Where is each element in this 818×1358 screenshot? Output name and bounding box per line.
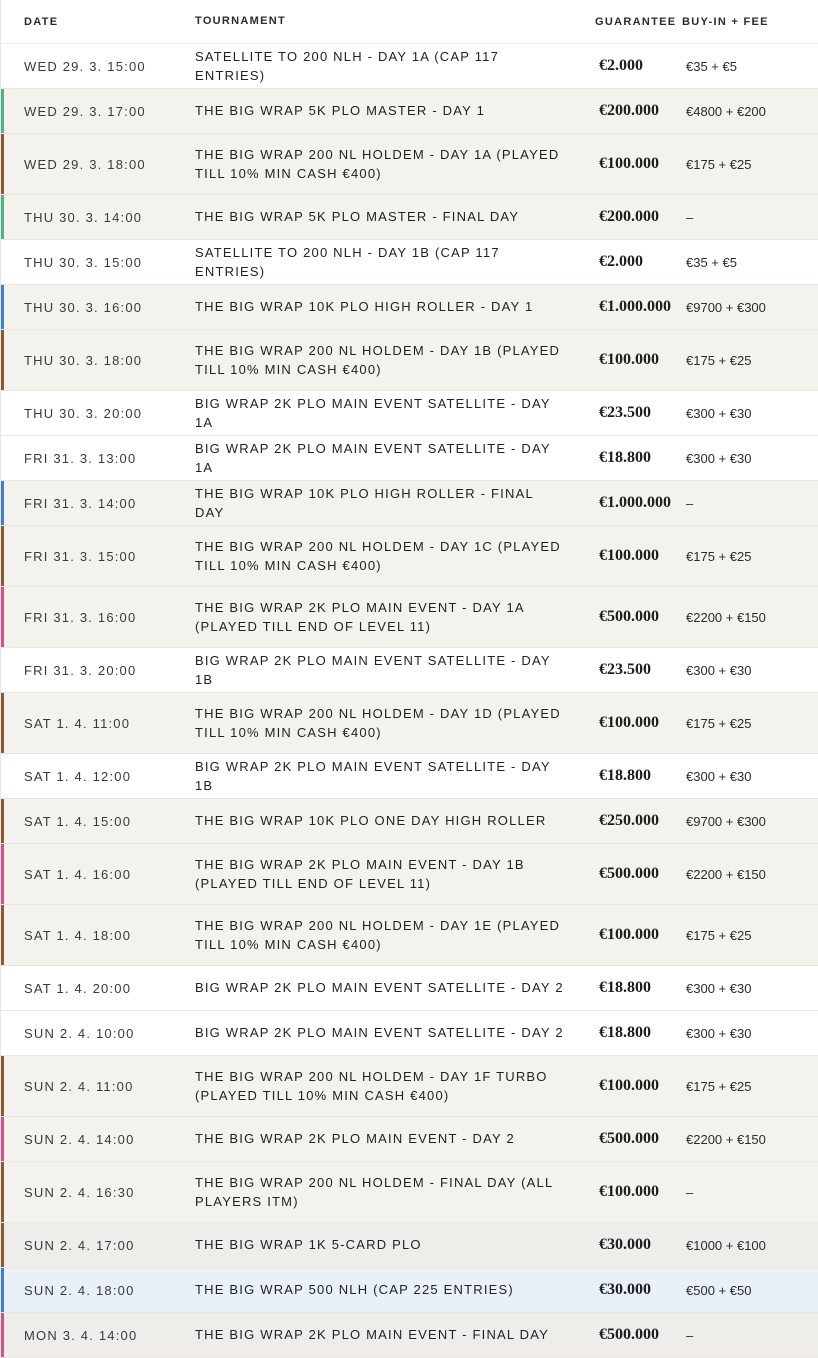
- table-row[interactable]: [1, 526, 818, 587]
- cell-guarantee: €18.800: [599, 449, 651, 466]
- column-header-date: DATE: [24, 15, 59, 28]
- event-series-stripe: [1, 134, 4, 194]
- table-row[interactable]: [1, 905, 818, 966]
- cell-buyin: €9700 + €300: [686, 299, 766, 315]
- cell-guarantee: €1.000.000: [599, 494, 671, 511]
- cell-date: THU 30. 3. 15:00: [24, 254, 143, 270]
- cell-date: SUN 2. 4. 18:00: [24, 1282, 135, 1298]
- cell-guarantee: €500.000: [599, 608, 659, 625]
- cell-guarantee: €2.000: [599, 57, 643, 74]
- event-series-stripe: [1, 1313, 4, 1357]
- cell-tournament: THE BIG WRAP 200 NL HOLDEM - FINAL DAY (ALL PLAYERS ITM): [195, 1174, 553, 1209]
- cell-buyin: –: [686, 1327, 694, 1343]
- cell-tournament: THE BIG WRAP 2K PLO MAIN EVENT - FINAL DAY: [195, 1327, 550, 1343]
- cell-guarantee: €18.800: [599, 767, 651, 784]
- event-series-stripe: [1, 89, 4, 133]
- cell-guarantee: €30.000: [599, 1236, 651, 1253]
- cell-tournament: THE BIG WRAP 2K PLO MAIN EVENT - DAY 2: [195, 1131, 515, 1147]
- table-row[interactable]: [1, 330, 818, 391]
- cell-date: THU 30. 3. 14:00: [24, 209, 143, 225]
- cell-date: SAT 1. 4. 18:00: [24, 927, 132, 943]
- cell-guarantee: €100.000: [599, 547, 659, 564]
- cell-guarantee: €500.000: [599, 1130, 659, 1147]
- cell-tournament: THE BIG WRAP 5K PLO MASTER - DAY 1: [195, 103, 486, 119]
- cell-buyin: €300 + €30: [686, 768, 752, 784]
- cell-date: SUN 2. 4. 14:00: [24, 1131, 135, 1147]
- cell-buyin: –: [686, 209, 694, 225]
- cell-guarantee: €100.000: [599, 155, 659, 172]
- cell-buyin: €35 + €5: [686, 58, 737, 74]
- event-series-stripe: [1, 330, 4, 390]
- cell-guarantee: €250.000: [599, 812, 659, 829]
- cell-guarantee: €100.000: [599, 714, 659, 731]
- table-row[interactable]: [1, 1313, 818, 1358]
- cell-guarantee: €100.000: [599, 1077, 659, 1094]
- cell-date: THU 30. 3. 20:00: [24, 405, 143, 421]
- event-series-stripe: [1, 799, 4, 843]
- table-header-row: [1, 0, 818, 44]
- cell-date: SAT 1. 4. 20:00: [24, 980, 132, 996]
- cell-date: SAT 1. 4. 11:00: [24, 715, 131, 731]
- table-row[interactable]: [1, 966, 818, 1011]
- cell-tournament: THE BIG WRAP 200 NL HOLDEM - DAY 1E (PLAYED TILL 10% MIN CASH €400): [195, 917, 561, 952]
- cell-buyin: –: [686, 495, 694, 511]
- cell-guarantee: €100.000: [599, 1183, 659, 1200]
- cell-buyin: €9700 + €300: [686, 813, 766, 829]
- event-series-stripe: [1, 526, 4, 586]
- table-row[interactable]: [1, 693, 818, 754]
- cell-tournament: THE BIG WRAP 200 NL HOLDEM - DAY 1C (PLAYED TILL 10% MIN CASH €400): [195, 538, 561, 573]
- cell-buyin: €175 + €25: [686, 156, 752, 172]
- cell-date: SAT 1. 4. 16:00: [24, 866, 132, 882]
- cell-tournament: BIG WRAP 2K PLO MAIN EVENT SATELLITE - DAY 2: [195, 1025, 564, 1041]
- cell-tournament: THE BIG WRAP 500 NLH (CAP 225 ENTRIES): [195, 1282, 514, 1298]
- cell-guarantee: €2.000: [599, 253, 643, 270]
- cell-buyin: €2200 + €150: [686, 1131, 766, 1147]
- cell-buyin: €175 + €25: [686, 352, 752, 368]
- cell-date: WED 29. 3. 18:00: [24, 156, 146, 172]
- cell-tournament: BIG WRAP 2K PLO MAIN EVENT SATELLITE - DAY 1B: [195, 758, 551, 793]
- table-row[interactable]: [1, 391, 818, 436]
- table-row[interactable]: [1, 481, 818, 526]
- event-series-stripe: [1, 481, 4, 525]
- cell-tournament: THE BIG WRAP 200 NL HOLDEM - DAY 1F TURBO (PLAYED TILL 10% MIN CASH €400): [195, 1068, 548, 1103]
- column-header-buyin: BUY-IN + FEE: [682, 15, 769, 28]
- cell-date: FRI 31. 3. 14:00: [24, 495, 137, 511]
- cell-date: FRI 31. 3. 16:00: [24, 609, 137, 625]
- table-row[interactable]: [1, 648, 818, 693]
- table-row[interactable]: [1, 1117, 818, 1162]
- cell-buyin: €175 + €25: [686, 927, 752, 943]
- cell-buyin: €500 + €50: [686, 1282, 752, 1298]
- cell-date: FRI 31. 3. 13:00: [24, 450, 137, 466]
- cell-date: FRI 31. 3. 15:00: [24, 548, 137, 564]
- cell-date: SAT 1. 4. 15:00: [24, 813, 132, 829]
- cell-buyin: €1000 + €100: [686, 1237, 766, 1253]
- column-header-guarantee: GUARANTEE: [595, 15, 677, 28]
- table-row[interactable]: [1, 1056, 818, 1117]
- cell-tournament: THE BIG WRAP 200 NL HOLDEM - DAY 1A (PLAYED TILL 10% MIN CASH €400): [195, 146, 560, 181]
- cell-date: FRI 31. 3. 20:00: [24, 662, 137, 678]
- cell-tournament: THE BIG WRAP 2K PLO MAIN EVENT - DAY 1B (PLAYED TILL END OF LEVEL 11): [195, 856, 525, 891]
- event-series-stripe: [1, 1117, 4, 1161]
- cell-guarantee: €18.800: [599, 979, 651, 996]
- cell-buyin: –: [686, 1184, 694, 1200]
- event-series-stripe: [1, 195, 4, 239]
- cell-buyin: €175 + €25: [686, 548, 752, 564]
- event-series-stripe: [1, 693, 4, 753]
- table-row[interactable]: [1, 195, 818, 240]
- cell-tournament: THE BIG WRAP 10K PLO ONE DAY HIGH ROLLER: [195, 813, 547, 829]
- table-row[interactable]: [1, 44, 818, 89]
- event-series-stripe: [1, 844, 4, 904]
- table-row[interactable]: [1, 799, 818, 844]
- cell-date: THU 30. 3. 16:00: [24, 299, 143, 315]
- cell-tournament: SATELLITE TO 200 NLH - DAY 1A (CAP 117 ENTRIES): [195, 48, 500, 83]
- cell-date: SAT 1. 4. 12:00: [24, 768, 132, 784]
- cell-buyin: €300 + €30: [686, 662, 752, 678]
- cell-date: WED 29. 3. 17:00: [24, 103, 146, 119]
- cell-guarantee: €200.000: [599, 208, 659, 225]
- cell-tournament: BIG WRAP 2K PLO MAIN EVENT SATELLITE - DAY 1A: [195, 440, 551, 475]
- table-row[interactable]: [1, 240, 818, 285]
- table-row[interactable]: [1, 1223, 818, 1268]
- cell-buyin: €2200 + €150: [686, 866, 766, 882]
- event-series-stripe: [1, 1268, 4, 1312]
- table-row[interactable]: [1, 754, 818, 799]
- cell-guarantee: €100.000: [599, 926, 659, 943]
- table-row[interactable]: [1, 1268, 818, 1313]
- cell-date: THU 30. 3. 18:00: [24, 352, 143, 368]
- cell-buyin: €300 + €30: [686, 405, 752, 421]
- table-row[interactable]: [1, 436, 818, 481]
- cell-guarantee: €18.800: [599, 1024, 651, 1041]
- cell-buyin: €300 + €30: [686, 980, 752, 996]
- cell-date: SUN 2. 4. 16:30: [24, 1184, 135, 1200]
- cell-tournament: THE BIG WRAP 2K PLO MAIN EVENT - DAY 1A (PLAYED TILL END OF LEVEL 11): [195, 599, 525, 634]
- table-row[interactable]: [1, 587, 818, 648]
- cell-tournament: BIG WRAP 2K PLO MAIN EVENT SATELLITE - DAY 1A: [195, 395, 551, 430]
- cell-guarantee: €500.000: [599, 865, 659, 882]
- cell-guarantee: €30.000: [599, 1281, 651, 1298]
- cell-guarantee: €500.000: [599, 1326, 659, 1343]
- cell-tournament: THE BIG WRAP 1K 5-CARD PLO: [195, 1237, 422, 1253]
- event-series-stripe: [1, 1162, 4, 1222]
- event-series-stripe: [1, 905, 4, 965]
- table-row[interactable]: [1, 89, 818, 134]
- event-series-stripe: [1, 587, 4, 647]
- table-row[interactable]: [1, 1011, 818, 1056]
- cell-guarantee: €100.000: [599, 351, 659, 368]
- cell-date: SUN 2. 4. 10:00: [24, 1025, 135, 1041]
- cell-date: WED 29. 3. 15:00: [24, 58, 146, 74]
- event-series-stripe: [1, 285, 4, 329]
- cell-guarantee: €23.500: [599, 661, 651, 678]
- cell-buyin: €4800 + €200: [686, 103, 766, 119]
- cell-tournament: BIG WRAP 2K PLO MAIN EVENT SATELLITE - DAY 1B: [195, 652, 551, 687]
- table-row[interactable]: [1, 844, 818, 905]
- cell-tournament: THE BIG WRAP 200 NL HOLDEM - DAY 1B (PLAYED TILL 10% MIN CASH €400): [195, 342, 561, 377]
- cell-buyin: €175 + €25: [686, 1078, 752, 1094]
- cell-date: SUN 2. 4. 11:00: [24, 1078, 134, 1094]
- cell-date: MON 3. 4. 14:00: [24, 1327, 138, 1343]
- cell-guarantee: €23.500: [599, 404, 651, 421]
- cell-tournament: THE BIG WRAP 10K PLO HIGH ROLLER - FINAL DAY: [195, 485, 534, 520]
- column-header-tournament: TOURNAMENT: [195, 14, 287, 27]
- table-row[interactable]: [1, 285, 818, 330]
- cell-date: SUN 2. 4. 17:00: [24, 1237, 135, 1253]
- cell-buyin: €300 + €30: [686, 1025, 752, 1041]
- cell-tournament: BIG WRAP 2K PLO MAIN EVENT SATELLITE - DAY 2: [195, 980, 564, 996]
- table-row[interactable]: [1, 134, 818, 195]
- table-body: [1, 44, 818, 1358]
- event-series-stripe: [1, 1223, 4, 1267]
- cell-tournament: THE BIG WRAP 5K PLO MASTER - FINAL DAY: [195, 209, 520, 225]
- cell-guarantee: €1.000.000: [599, 298, 671, 315]
- table-row[interactable]: [1, 1162, 818, 1223]
- cell-guarantee: €200.000: [599, 102, 659, 119]
- cell-tournament: THE BIG WRAP 200 NL HOLDEM - DAY 1D (PLAYED TILL 10% MIN CASH €400): [195, 705, 561, 740]
- cell-buyin: €175 + €25: [686, 715, 752, 731]
- cell-tournament: SATELLITE TO 200 NLH - DAY 1B (CAP 117 ENTRIES): [195, 244, 500, 279]
- cell-buyin: €2200 + €150: [686, 609, 766, 625]
- cell-buyin: €300 + €30: [686, 450, 752, 466]
- cell-buyin: €35 + €5: [686, 254, 737, 270]
- event-series-stripe: [1, 1056, 4, 1116]
- cell-tournament: THE BIG WRAP 10K PLO HIGH ROLLER - DAY 1: [195, 299, 534, 315]
